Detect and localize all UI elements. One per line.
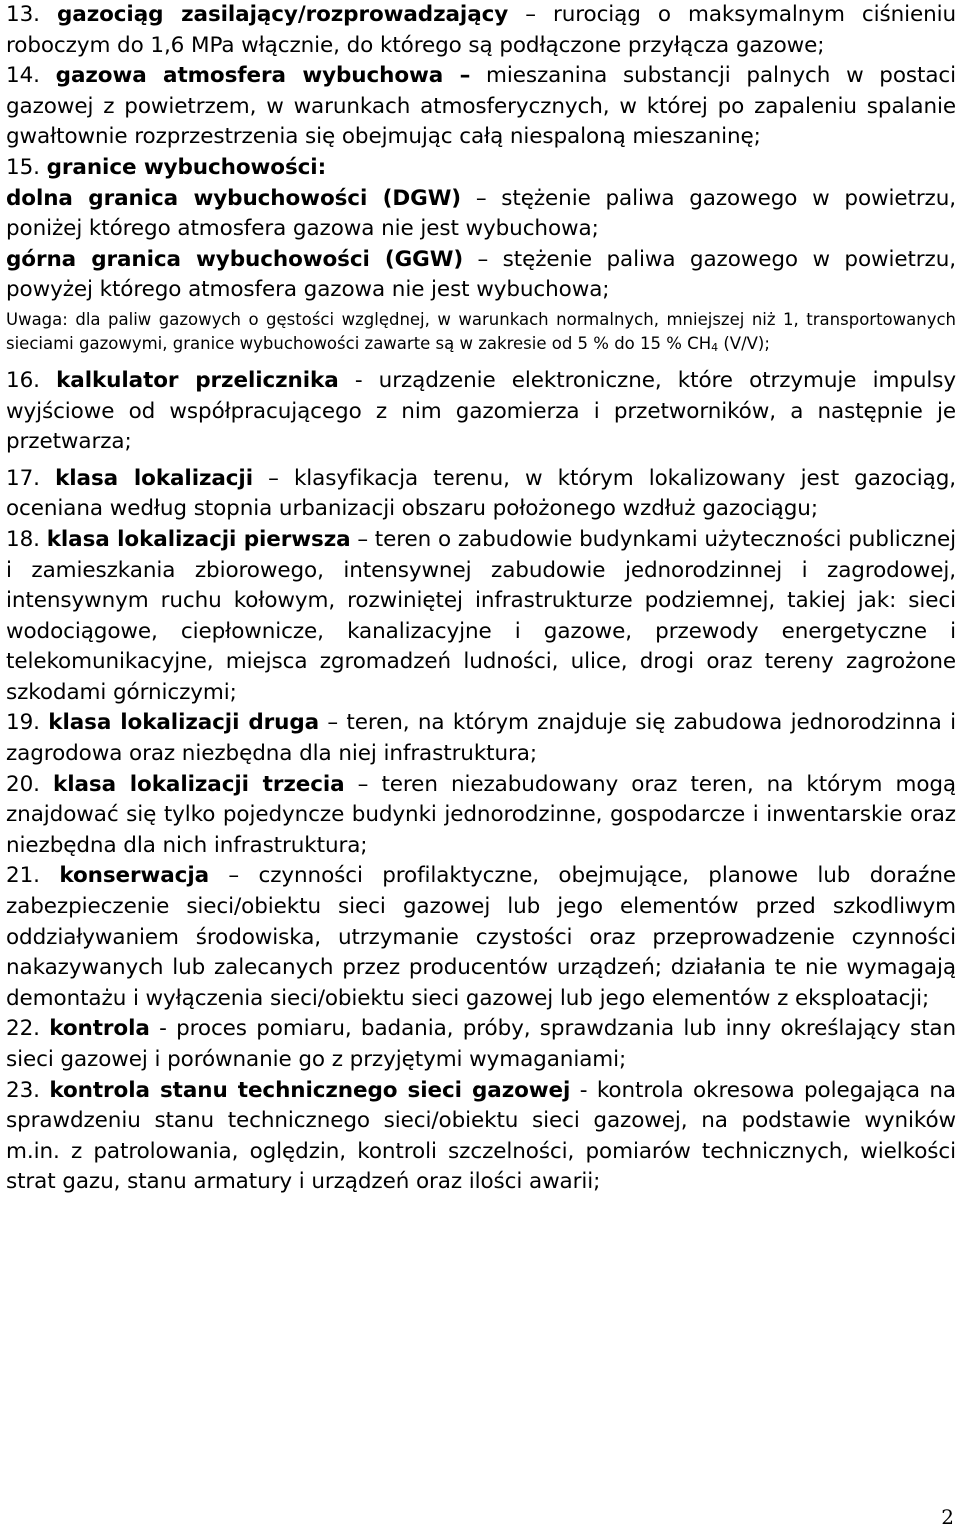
defined-term: gazociąg zasilający/rozprowadzający bbox=[57, 2, 509, 27]
defined-term: kalkulator przelicznika bbox=[56, 367, 339, 393]
item-number: 20. bbox=[6, 771, 40, 797]
definition-text: mieszanina substancji palnych w postaci gazowej z powietrzem, w warunkach atmosferycznych, w której po zapaleniu spalanie gwałtownie rozprzestrzenia się obejmując całą niespaloną mieszaninę; bbox=[6, 63, 957, 150]
item-number: 22. bbox=[6, 1016, 40, 1042]
item-number: 15. bbox=[6, 154, 40, 180]
definition-18 bbox=[6, 525, 956, 709]
definition-text: – teren, na którym znajduje się zabudowa jednorodzinna i zagrodowa oraz niezbędna dla niej infrastruktura; bbox=[6, 710, 956, 767]
defined-term: klasa lokalizacji druga bbox=[48, 710, 320, 736]
definition-text: – stężenie paliwa gazowego w powietrzu, powyżej którego atmosfera gazowa nie jest wybuchowa; bbox=[6, 246, 956, 303]
page-number: 2 bbox=[941, 1505, 954, 1529]
defined-term: kontrola bbox=[49, 1016, 150, 1042]
item-number: 16. bbox=[6, 367, 40, 393]
definition-22 bbox=[6, 1014, 956, 1075]
defined-term: kontrola stanu technicznego sieci gazowej bbox=[49, 1077, 571, 1103]
definition-text: – stężenie paliwa gazowego w powietrzu, poniżej którego atmosfera gazowa nie jest wybuchowa; bbox=[6, 185, 956, 242]
definition-text: – teren o zabudowie budynkami użyteczności publicznej i zamieszkania zbiorowego, intensywnej zabudowie jednorodzinnej i zagrodowej, intensywnym ruchu kołowym, rozwiniętej infrastrukturze podziemnej, takiej jak: sieci wodociągowe, ciepłownicze, kanalizacyjne i gazowe, przewody energetyczne i telekomunikacyjne, miejsca zgromadzeń ludności, ulice, drogi oraz tereny zagrożone szkodami górniczymi; bbox=[6, 526, 957, 705]
item-number: 23. bbox=[6, 1077, 40, 1103]
definition-13 bbox=[6, 0, 956, 61]
note-text: Uwaga: dla paliw gazowych o gęstości względnej, w warunkach normalnych, mniejszej niż 1, transportowanych sieciami gazowymi, granice wybuchowości zawarte są w zakresie od 5 % do 15 % CH bbox=[6, 309, 956, 353]
item-number: 14. bbox=[6, 63, 40, 89]
item-number: 19. bbox=[6, 710, 40, 736]
definition-17 bbox=[6, 464, 956, 525]
defined-term: klasa lokalizacji bbox=[55, 465, 253, 491]
definition-text: - proces pomiaru, badania, próby, sprawdzania lub inny określający stan sieci gazowej i porównanie go z przyjętymi wymaganiami; bbox=[6, 1016, 957, 1072]
definition-21 bbox=[6, 861, 956, 1014]
definition-dgw bbox=[6, 184, 956, 245]
definition-14 bbox=[6, 61, 956, 153]
definition-text: – klasyfikacja terenu, w którym lokalizowany jest gazociąg, oceniana według stopnia urbanizacji obszaru położonego wzdłuż gazociągu; bbox=[6, 465, 956, 522]
note-text-end: (V/V); bbox=[718, 333, 770, 353]
document-page bbox=[6, 0, 956, 1198]
definition-text: – teren niezabudowany oraz teren, na którym mogą znajdować się tylko pojedyncze budynki jednorodzinne, gospodarcze i inwentarskie oraz niezbędna dla nich infrastruktura; bbox=[6, 771, 956, 858]
defined-term: dolna granica wybuchowości (DGW) bbox=[6, 185, 462, 211]
explosivity-note bbox=[6, 308, 956, 360]
definition-text: – rurociąg o maksymalnym ciśnieniu roboczym do 1,6 MPa włącznie, do którego są podłączone przyłącza gazowe; bbox=[6, 2, 957, 58]
definition-20 bbox=[6, 770, 956, 862]
defined-term: klasa lokalizacji pierwsza bbox=[46, 526, 351, 552]
item-number: 18. bbox=[6, 526, 40, 552]
definition-19 bbox=[6, 708, 956, 769]
definition-text: - kontrola okresowa polegająca na sprawdzeniu stanu technicznego sieci/obiektu sieci gazowej, na podstawie wyników m.in. z patrolowania, oględzin, kontroli szczelności, pomiarów technicznych, wielkości strat gazu, stanu armatury i urządzeń oraz ilości awarii; bbox=[6, 1077, 956, 1195]
defined-term: górna granica wybuchowości (GGW) bbox=[6, 246, 464, 272]
defined-term: klasa lokalizacji trzecia bbox=[53, 771, 345, 797]
definition-ggw bbox=[6, 245, 956, 306]
defined-term: granice wybuchowości: bbox=[46, 154, 327, 180]
item-number: 21. bbox=[6, 863, 40, 889]
item-number: 13. bbox=[6, 2, 40, 27]
definition-15 bbox=[6, 153, 956, 184]
definition-16 bbox=[6, 366, 956, 458]
item-number: 17. bbox=[6, 465, 40, 491]
defined-term: gazowa atmosfera wybuchowa – bbox=[55, 63, 471, 89]
definition-text: - urządzenie elektroniczne, które otrzymuje impulsy wyjściowe od współpracującego z nim gazomierza i przetworników, a następnie je przetwarza; bbox=[6, 367, 957, 455]
definition-text: – czynności profilaktyczne, obejmujące, planowe lub doraźne zabezpieczenie sieci/obiektu sieci gazowej lub jego elementów przed szkodliwym oddziaływaniem środowiska, utrzymanie czystości oraz przeprowadzenie czynności nakazywanych lub zalecanych przez producentów urządzeń; działania te nie wymagają demontażu i wyłączenia sieci/obiektu sieci gazowej lub jego elementów z eksploatacji; bbox=[6, 863, 957, 1011]
note-subscript: 4 bbox=[711, 340, 719, 354]
definition-23 bbox=[6, 1076, 956, 1198]
defined-term: konserwacja bbox=[59, 863, 210, 889]
